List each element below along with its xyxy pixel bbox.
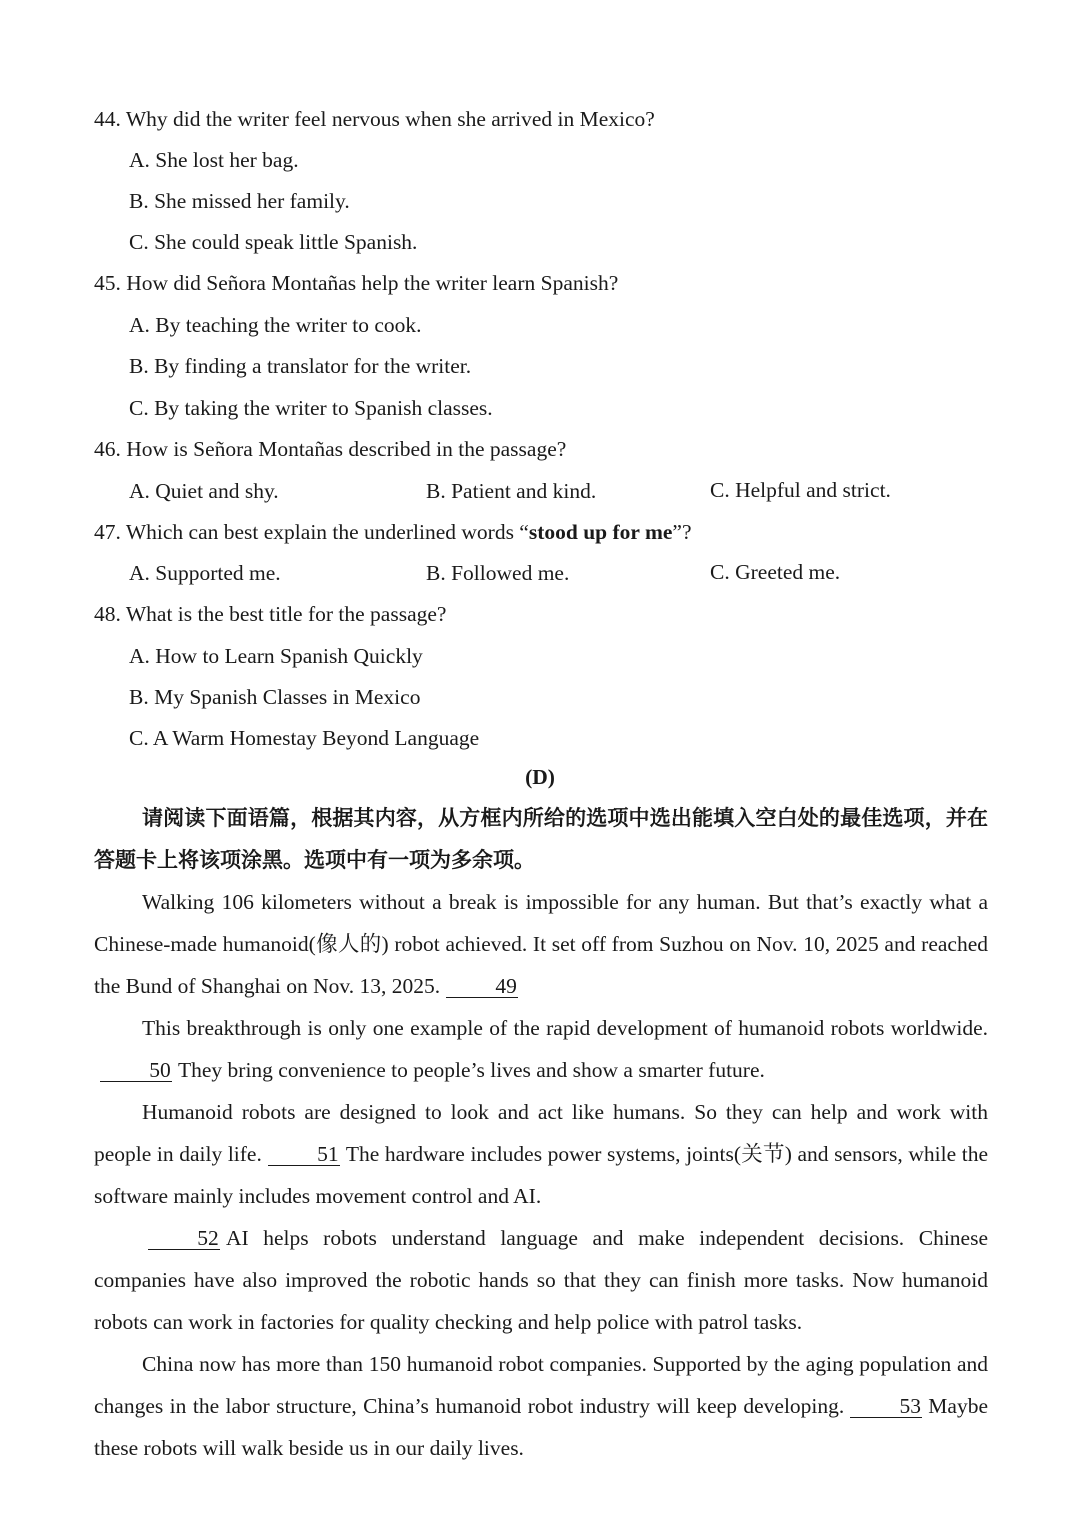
- blank-50: 50: [100, 1059, 172, 1082]
- question-44-option-a: A. She lost her bag.: [129, 148, 299, 172]
- question-48-option-a: A. How to Learn Spanish Quickly: [129, 644, 423, 668]
- passage-paragraph-4: 52 AI helps robots understand language and make independent decisions. Chinese companies have also improved the robotic hands so that they can finish more tasks. Now humanoid robots can work in factories for quality checking and help police with patrol tasks.: [94, 1226, 988, 1334]
- question-47-option-a: A. Supported me.: [129, 561, 281, 585]
- question-45-option-c: C. By taking the writer to Spanish classes.: [129, 396, 493, 420]
- section-instruction: 请阅读下面语篇，根据其内容，从方框内所给的选项中选出能填入空白处的最佳选项，并在答题卡上将该项涂黑。选项中有一项为多余项。: [94, 806, 988, 872]
- question-48-option-b: B. My Spanish Classes in Mexico: [129, 685, 421, 709]
- question-45-stem: 45. How did Señora Montañas help the writer learn Spanish?: [94, 271, 619, 295]
- question-46-stem: 46. How is Señora Montañas described in the passage?: [94, 437, 567, 461]
- blank-51: 51: [268, 1143, 340, 1166]
- passage-paragraph-1: Walking 106 kilometers without a break is impossible for any human. But that’s exactly what a Chinese-made humanoid(像人的) robot achieved. It set off from Suzhou on Nov. 10, 2025 and reached the Bund of Shanghai on Nov. 13, 2025. 49: [94, 890, 988, 998]
- passage-paragraph-2: This breakthrough is only one example of the rapid development of humanoid robots worldwide.50 They bring convenience to people’s lives and show a smarter future.: [94, 1007, 988, 1091]
- question-44-option-c: C. She could speak little Spanish.: [129, 230, 418, 254]
- passage-paragraph-5: China now has more than 150 humanoid robot companies. Supported by the aging population and changes in the labor structure, China’s humanoid robot industry will keep developing. 53 Maybe these robots will walk beside us in our daily lives.: [94, 1352, 988, 1460]
- question-48-stem: 48. What is the best title for the passage?: [94, 602, 447, 626]
- section-heading: (D): [525, 765, 555, 789]
- question-47-option-b: B. Followed me.: [426, 561, 570, 585]
- question-46-option-a: A. Quiet and shy.: [129, 479, 279, 503]
- question-44-option-b: B. She missed her family.: [129, 189, 350, 213]
- blank-49: 49: [446, 975, 518, 998]
- question-47-stem: 47. Which can best explain the underlined words “stood up for me”?: [94, 520, 692, 544]
- question-44-stem: 44. Why did the writer feel nervous when she arrived in Mexico?: [94, 107, 655, 131]
- question-47-option-c: C. Greeted me.: [710, 560, 841, 584]
- question-46-option-c: C. Helpful and strict.: [710, 478, 891, 502]
- question-45-option-b: B. By finding a translator for the writer.: [129, 354, 472, 378]
- question-48-option-c: C. A Warm Homestay Beyond Language: [129, 726, 480, 750]
- blank-53: 53: [850, 1395, 922, 1418]
- blank-52: 52: [148, 1227, 220, 1250]
- question-46-option-b: B. Patient and kind.: [426, 479, 597, 503]
- passage-paragraph-3: Humanoid robots are designed to look and act like humans. So they can help and work with people in daily life. 51 The hardware includes power systems, joints(关节) and sensors, while the software mainly includes movement control and AI.: [94, 1100, 988, 1208]
- question-45-option-a: A. By teaching the writer to cook.: [129, 313, 422, 337]
- underlined-phrase: stood up for me: [528, 520, 673, 544]
